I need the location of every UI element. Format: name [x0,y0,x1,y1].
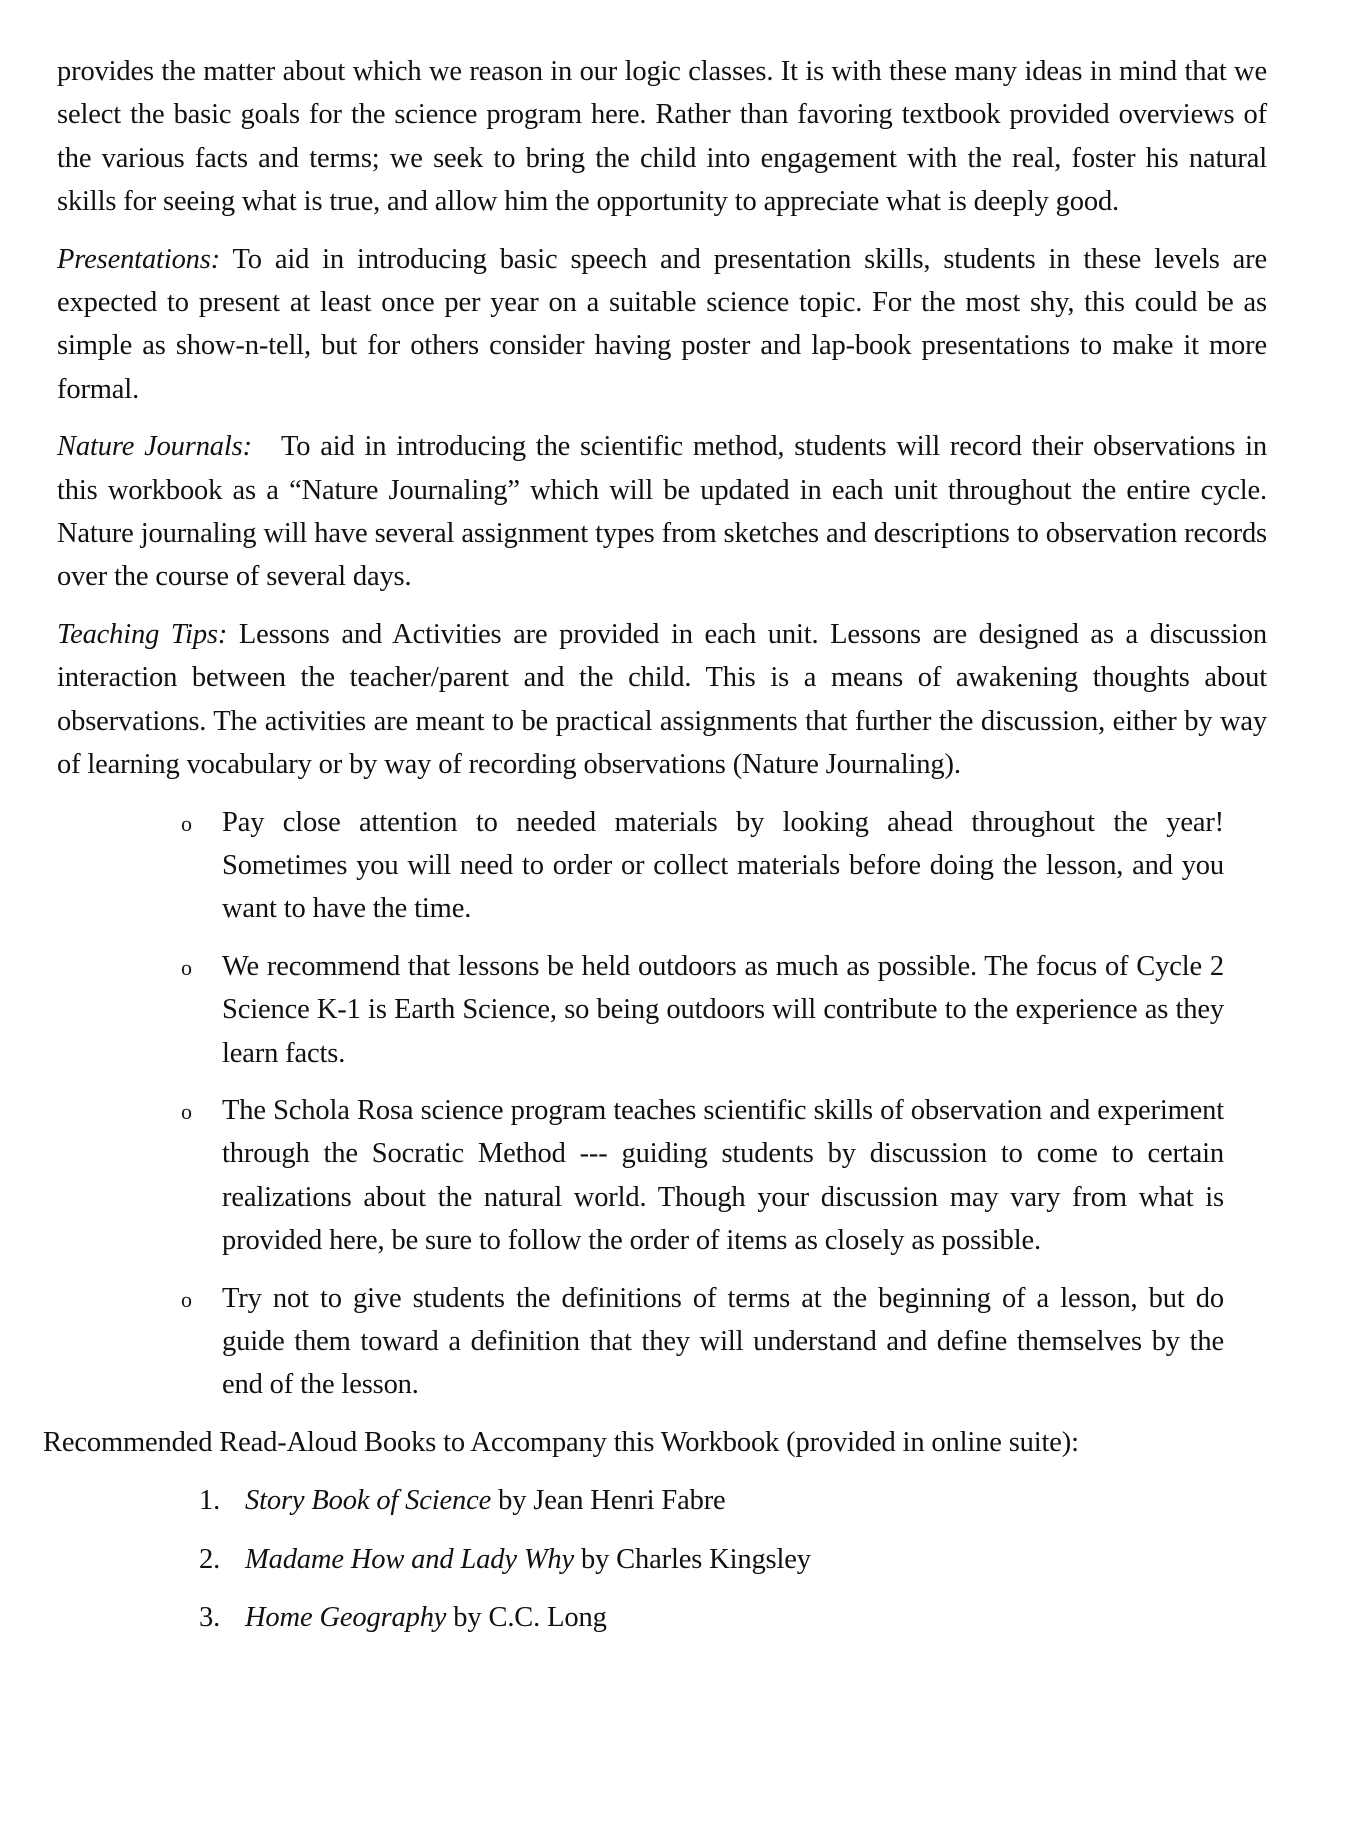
nature-journals-text: To aid in introducing the scientific method, students will record their observations in this workbook as a “Nature Journaling” which will be updated in each unit throughout the entire cycle. Nature journaling will have several assignment types from sketches and descriptions to observation records over the course of several days. [57,431,1274,593]
presentations-label: Presentations: [57,243,221,275]
book-author: by Jean Henri Fabre [491,1485,726,1517]
book-item [199,1479,1357,1522]
hollow-bullet-icon: o [181,1286,192,1312]
book-number: 2. [199,1543,221,1575]
document-page [43,50,1274,1654]
book-number: 1. [199,1485,221,1517]
nature-journals-paragraph [57,425,1274,599]
tip-text: We recommend that lessons be held outdoors as much as possible. The focus of Cycle 2 Science K-1 is Earth Science, so being outdoors will contribute to the experience as they learn facts. [222,950,1224,1069]
hollow-bullet-icon: o [181,810,192,836]
tip-text: Pay close attention to needed materials by looking ahead throughout the year! Sometimes you will need to order or collect materials before doing the lesson, and you want to have the time. [222,806,1224,925]
tip-item [181,1277,1224,1407]
tip-text: Try not to give students the definitions of terms at the beginning of a lesson, but do guide them toward a definition that they will understand and define themselves by the end of the lesson. [222,1282,1224,1401]
book-item [199,1596,1357,1639]
recommended-books-list [199,1479,1357,1639]
teaching-tips-label: Teaching Tips: [57,618,228,650]
tip-item [181,801,1224,931]
book-author: by Charles Kingsley [574,1543,811,1575]
book-title: Madame How and Lady Why [245,1543,575,1575]
teaching-tips-list [181,801,1224,1407]
book-author: by C.C. Long [446,1602,607,1633]
hollow-bullet-icon: o [181,954,192,980]
presentations-text: To aid in introducing basic speech and presentation skills, students in these levels are expected to present at least once per year on a suitable science topic. For the most shy, this could be as simple as show-n-tell, but for others consider having poster and lap-book presentations to make it more formal. [57,243,1267,405]
book-title: Home Geography [245,1602,447,1633]
tip-item [181,1089,1224,1263]
recommended-books-heading: Recommended Read-Aloud Books to Accompany this Workbook (provided in online suite): [43,1426,1079,1458]
book-title: Story Book of Science [245,1485,492,1517]
teaching-tips-paragraph [57,613,1267,787]
book-item [199,1538,1357,1581]
presentations-paragraph [57,238,1267,412]
intro-paragraph: provides the matter about which we reason in our logic classes. It is with these many ideas in mind that we select the basic goals for the science program here. Rather than favoring textbook provided overviews of the various facts and terms; we seek to bring the child into engagement with the real, foster his natural skills for seeing what is true, and allow him the opportunity to appreciate what is deeply good. [57,56,1267,218]
tip-text: The Schola Rosa science program teaches scientific skills of observation and experiment through the Socratic Method --- guiding students by discussion to come to certain realizations about the natural world. Though your discussion may vary from what is provided here, be sure to follow the order of items as closely as possible. [222,1094,1224,1257]
tip-item [181,945,1224,1075]
nature-journals-label: Nature Journals: [57,431,252,463]
teaching-tips-text: Lessons and Activities are provided in each unit. Lessons are designed as a discussion interaction between the teacher/parent and the child. This is a means of awakening thoughts about observations. The activities are meant to be practical assignments that further the discussion, either by way of learning vocabulary or by way of recording observations (Nature Journaling). [57,618,1267,781]
book-number: 3. [199,1602,221,1633]
hollow-bullet-icon: o [181,1098,192,1124]
